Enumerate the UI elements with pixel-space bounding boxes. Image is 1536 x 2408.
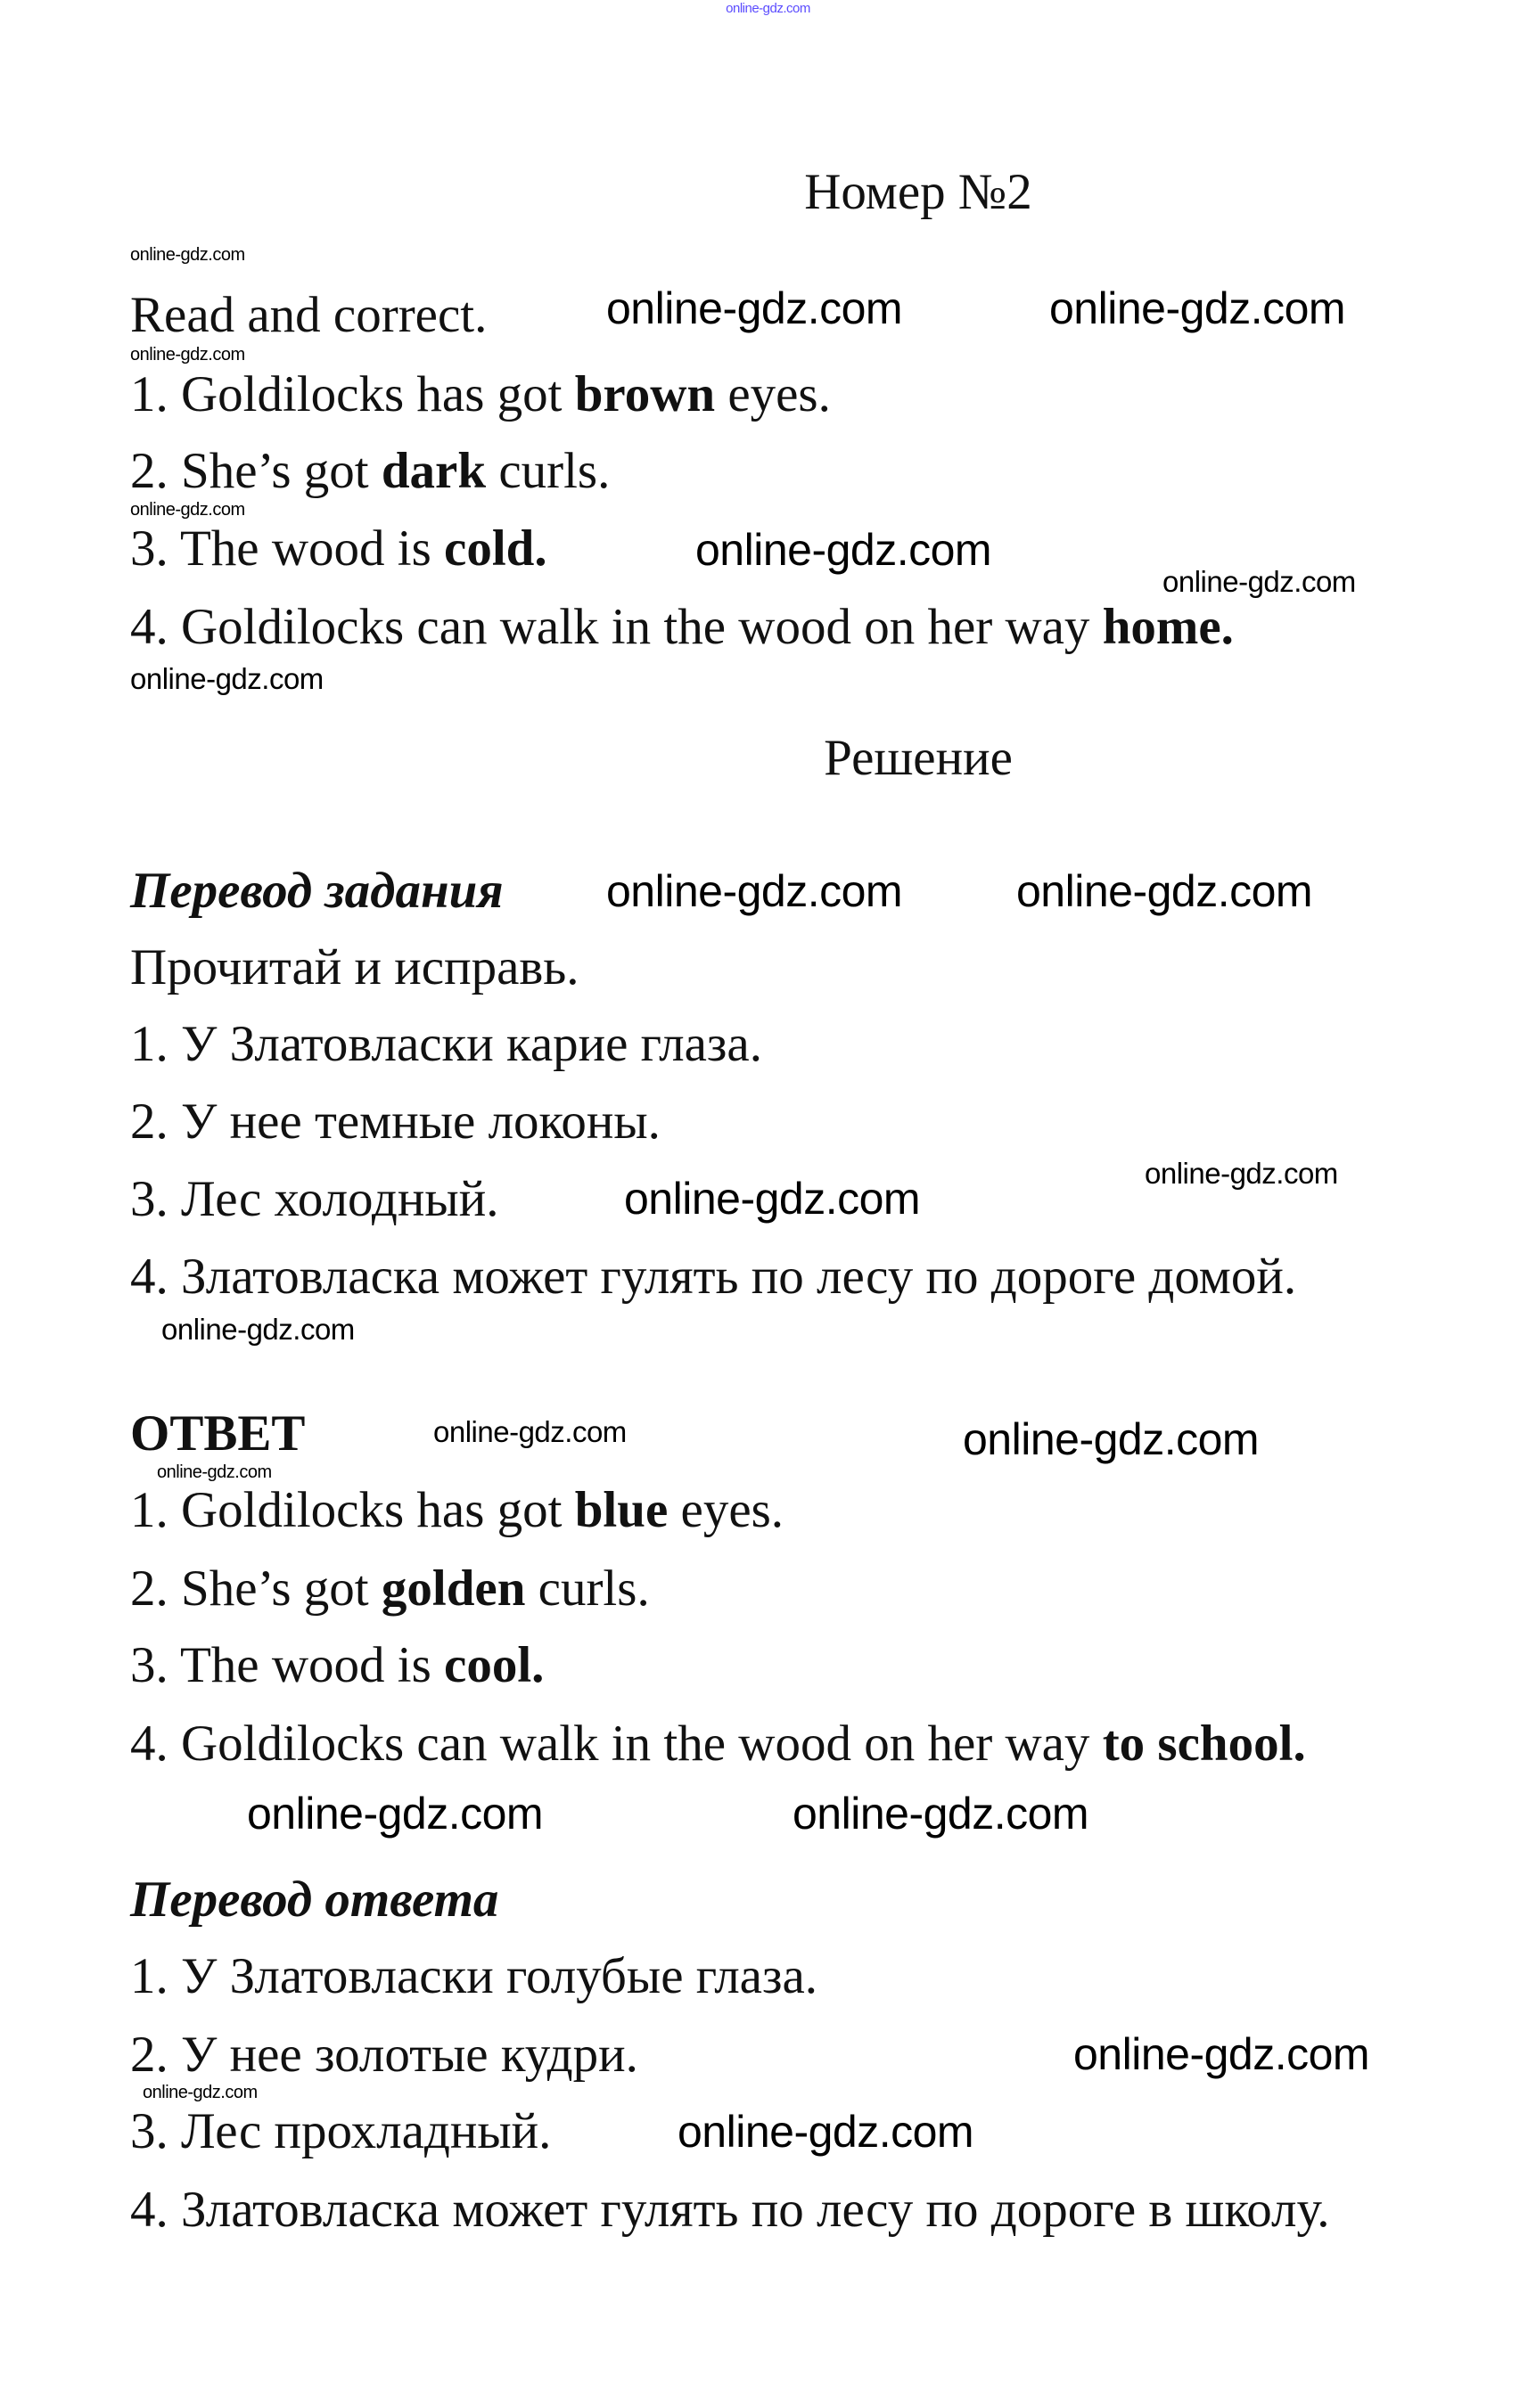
text: 3. The wood is: [130, 1637, 445, 1693]
watermark: online-gdz.com: [157, 1462, 272, 1482]
bold-text: golden: [381, 1560, 526, 1617]
watermark: online-gdz.com: [606, 866, 903, 916]
answer-item: [130, 1637, 545, 1693]
answer-translation-heading: Перевод ответа: [130, 1872, 499, 1928]
page-title: Номер №2: [804, 164, 1032, 220]
task-item: [130, 520, 547, 577]
watermark: online-gdz.com: [1162, 565, 1356, 598]
bold-text: brown: [574, 366, 716, 422]
answer-translation-item: 2. У нее золотые кудри.: [130, 2027, 638, 2083]
task-translation-item: 2. У нее темные локоны.: [130, 1093, 661, 1150]
task-translation-item: 1. У Златовласки карие глаза.: [130, 1016, 762, 1072]
watermark: online-gdz.com: [130, 500, 245, 520]
watermark: online-gdz.com: [606, 283, 903, 333]
watermark: online-gdz.com: [247, 1789, 544, 1839]
task-item: [130, 366, 831, 422]
text: 1. Goldilocks has got: [130, 1482, 575, 1538]
watermark: online-gdz.com: [624, 1174, 921, 1224]
text: 1. Goldilocks has got: [130, 366, 575, 422]
task-translation-item: 4. Златовласка может гулять по лесу по дороге домой.: [130, 1249, 1297, 1305]
text: curls.: [486, 443, 611, 499]
watermark: online-gdz.com: [1049, 283, 1346, 333]
watermark: online-gdz.com: [1016, 866, 1313, 916]
watermark: online-gdz.com: [143, 2083, 258, 2102]
text: 4. Goldilocks can walk in the wood on her way: [130, 599, 1103, 655]
task-intro: Read and correct.: [130, 287, 488, 343]
task-item: [130, 599, 1234, 655]
text: 2. She’s got: [130, 1560, 382, 1617]
solution-heading: Решение: [824, 730, 1013, 786]
bold-text: dark: [381, 443, 487, 499]
answer-item: [130, 1560, 650, 1617]
watermark: online-gdz.com: [130, 245, 245, 265]
bold-text: cold.: [444, 520, 547, 577]
answer-item: [130, 1716, 1306, 1772]
text: curls.: [525, 1560, 650, 1617]
text: eyes.: [715, 366, 831, 422]
text: 2. She’s got: [130, 443, 382, 499]
watermark: online-gdz.com: [130, 662, 324, 695]
watermark: online-gdz.com: [793, 1789, 1089, 1839]
watermark: online-gdz.com: [161, 1313, 355, 1346]
watermark: online-gdz.com: [695, 525, 992, 575]
task-translation-item: 3. Лес холодный.: [130, 1171, 499, 1227]
answer-translation-item: 4. Златовласка может гулять по лесу по дороге в школу.: [130, 2182, 1330, 2238]
answer-item: [130, 1482, 784, 1538]
bold-text: blue: [574, 1482, 669, 1538]
text: 3. The wood is: [130, 520, 445, 577]
watermark: online-gdz.com: [1145, 1157, 1338, 1190]
answer-heading: ОТВЕТ: [130, 1405, 306, 1462]
bold-text: to school.: [1102, 1716, 1306, 1772]
watermark: online-gdz.com: [433, 1415, 627, 1448]
task-translation-heading: Перевод задания: [130, 863, 504, 919]
bold-text: home.: [1102, 599, 1234, 655]
watermark: online-gdz.com: [130, 345, 245, 364]
answer-translation-item: 1. У Златовласки голубые глаза.: [130, 1948, 818, 2004]
text: eyes.: [668, 1482, 784, 1538]
task-item: [130, 443, 611, 499]
watermark: online-gdz.com: [1073, 2029, 1370, 2079]
watermark: online-gdz.com: [726, 1, 810, 16]
watermark: online-gdz.com: [678, 2107, 974, 2157]
bold-text: cool.: [444, 1637, 545, 1693]
text: 4. Goldilocks can walk in the wood on her way: [130, 1716, 1103, 1772]
watermark: online-gdz.com: [963, 1414, 1260, 1464]
answer-translation-item: 3. Лес прохладный.: [130, 2103, 552, 2159]
task-translation-intro: Прочитай и исправь.: [130, 939, 579, 995]
